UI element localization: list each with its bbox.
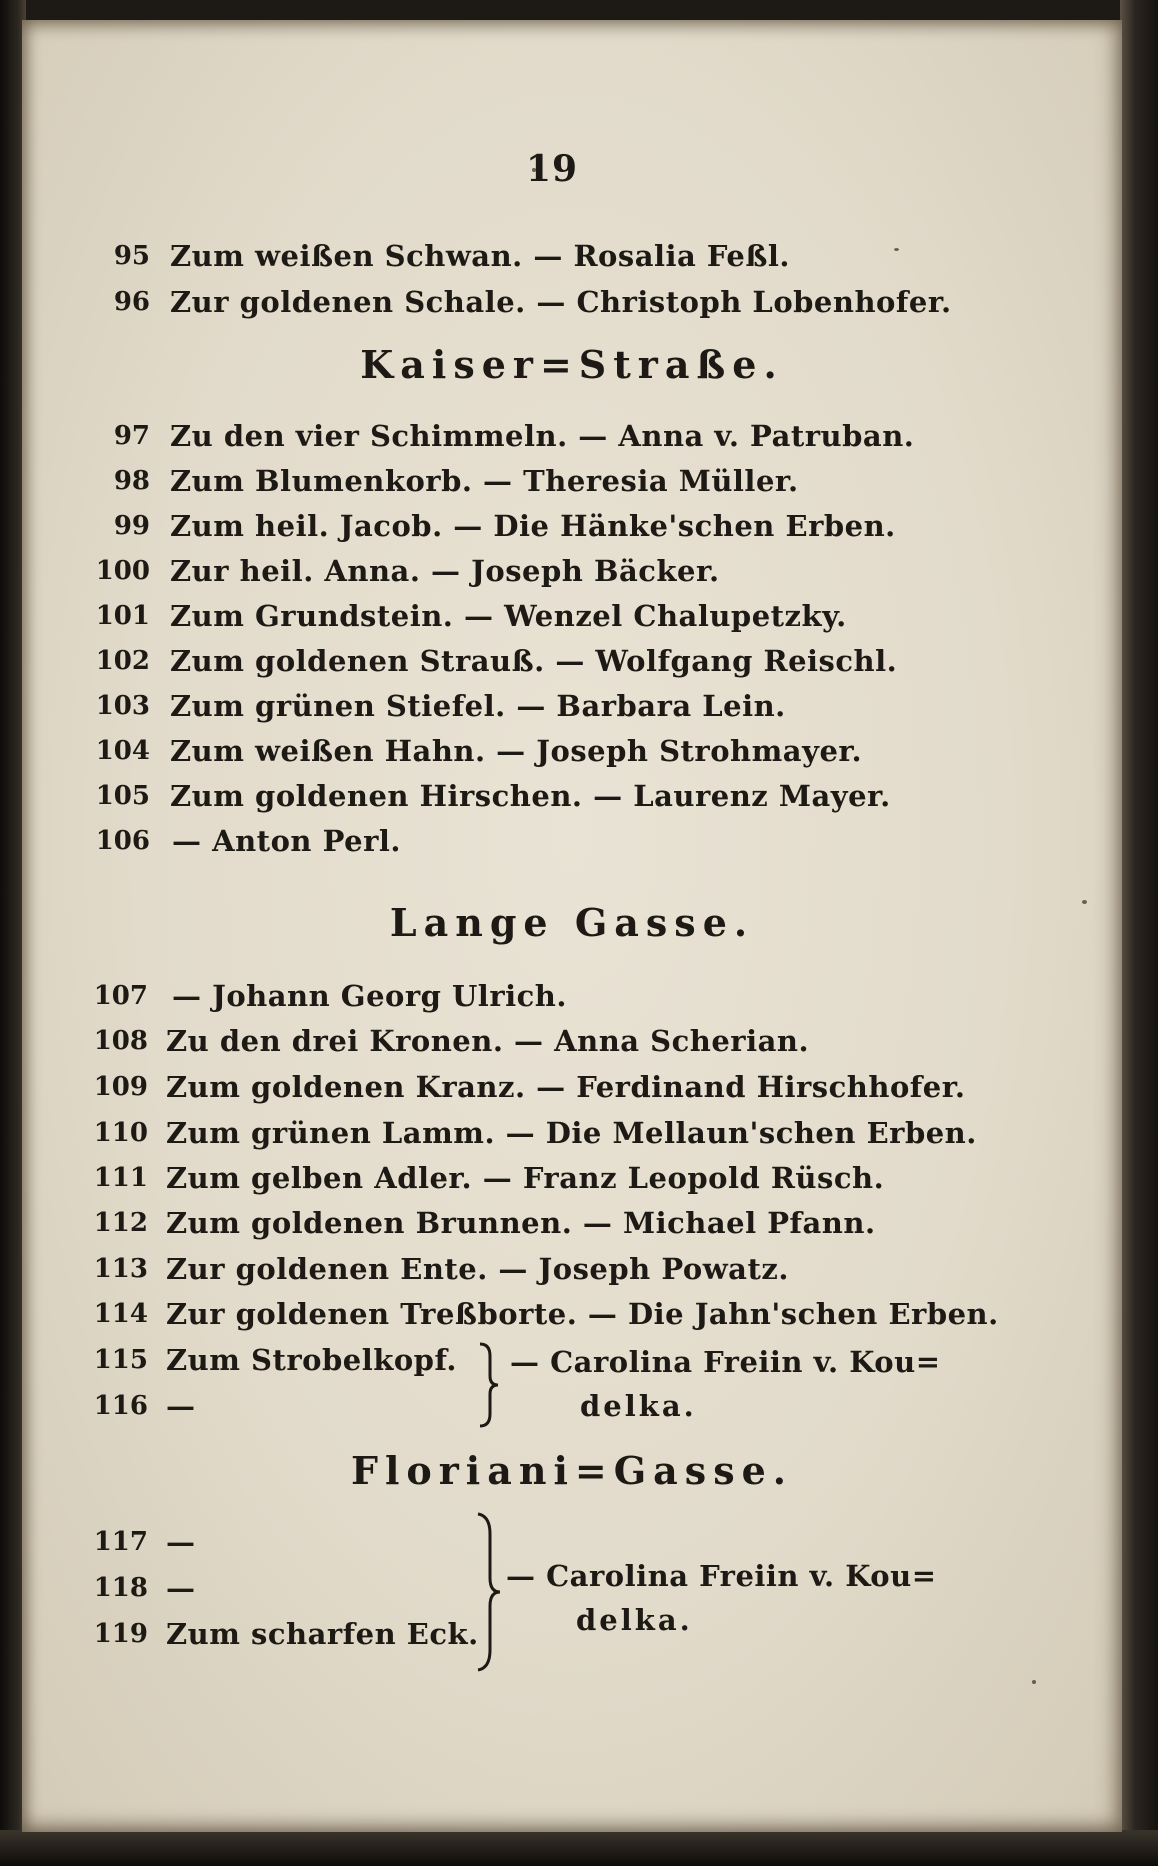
list-item	[22, 1203, 1122, 1243]
owner-line: — Carolina Freiin v. Kou=	[510, 1345, 941, 1379]
list-item	[22, 506, 1122, 546]
list-item	[22, 776, 1122, 816]
entry-text: Zum heil. Jacob. — Die Hänke'schen Erben.	[170, 509, 896, 543]
list-item	[22, 1158, 1122, 1198]
section-heading: Kaiser=Straße.	[360, 342, 784, 387]
house-number: 104	[95, 736, 150, 766]
list-item	[22, 821, 1122, 861]
entry-text: —	[166, 1525, 196, 1559]
list-item	[22, 641, 1122, 681]
entry-text: — Johann Georg Ulrich.	[172, 979, 567, 1013]
entry-text: Zum Strobelkopf.	[166, 1343, 457, 1377]
group-owner	[510, 1340, 941, 1428]
list-item	[22, 461, 1122, 501]
entry-text: Zu den vier Schimmeln. — Anna v. Patruban.	[170, 419, 915, 453]
list-item	[22, 1067, 1122, 1107]
list-item	[22, 686, 1122, 726]
house-number: 107	[93, 981, 148, 1011]
list-item	[22, 282, 1122, 322]
entry-text: Zum Grundstein. — Wenzel Chalupetzky.	[170, 599, 847, 633]
house-number: 96	[113, 287, 150, 317]
entry-text: Zu den drei Kronen. — Anna Scherian.	[166, 1024, 810, 1058]
entry-text: Zur heil. Anna. — Joseph Bäcker.	[170, 554, 720, 588]
section-heading: Floriani=Gasse.	[350, 1448, 793, 1493]
house-number: 101	[95, 601, 150, 631]
section-heading: Lange Gasse.	[389, 900, 755, 945]
entry-text: Zur goldenen Ente. — Joseph Powatz.	[166, 1252, 789, 1286]
list-item	[22, 416, 1122, 456]
house-number: 95	[113, 241, 150, 271]
page-number: 19	[525, 148, 579, 190]
house-number: 113	[93, 1254, 148, 1284]
list-item	[22, 1294, 1122, 1334]
grouping-brace	[474, 1512, 504, 1672]
house-number: 109	[93, 1072, 148, 1102]
house-number: 117	[93, 1527, 148, 1557]
house-number: 97	[113, 421, 150, 451]
list-item	[22, 1113, 1122, 1153]
paper-speck	[1032, 1680, 1036, 1684]
list-item	[22, 1249, 1122, 1289]
owner-line: — Carolina Freiin v. Kou=	[506, 1559, 937, 1593]
house-number: 102	[95, 646, 150, 676]
house-number: 116	[93, 1391, 148, 1421]
entry-text: Zum goldenen Brunnen. — Michael Pfann.	[166, 1206, 876, 1240]
owner-line-continued: delka.	[580, 1389, 697, 1423]
entry-text: Zum weißen Hahn. — Joseph Strohmayer.	[170, 734, 863, 768]
house-number: 112	[93, 1208, 148, 1238]
house-number: 111	[93, 1163, 148, 1193]
grouping-brace	[476, 1342, 502, 1428]
house-number: 106	[95, 826, 150, 856]
list-item	[22, 731, 1122, 771]
house-number: 110	[93, 1118, 148, 1148]
house-number: 119	[93, 1619, 148, 1649]
book-bottom-edge	[0, 1830, 1158, 1866]
house-number: 115	[93, 1345, 148, 1375]
entry-text: Zum scharfen Eck.	[166, 1617, 479, 1651]
house-number: 103	[95, 691, 150, 721]
entry-text: —	[166, 1389, 196, 1423]
house-number: 99	[113, 511, 150, 541]
entry-text: Zum goldenen Hirschen. — Laurenz Mayer.	[170, 779, 891, 813]
house-number: 108	[93, 1026, 148, 1056]
house-number: 105	[95, 781, 150, 811]
entry-text: Zum goldenen Strauß. — Wolfgang Reischl.	[170, 644, 898, 678]
list-item	[22, 551, 1122, 591]
group-owner	[506, 1554, 937, 1642]
entry-text: Zum Blumenkorb. — Theresia Müller.	[170, 464, 799, 498]
entry-text: Zum goldenen Kranz. — Ferdinand Hirschhofer.	[166, 1070, 966, 1104]
book-page	[22, 20, 1122, 1832]
house-number: 118	[93, 1573, 148, 1603]
entry-text: — Anton Perl.	[172, 824, 401, 858]
entry-text: Zum grünen Lamm. — Die Mellaun'schen Erben.	[166, 1116, 977, 1150]
list-item	[22, 236, 1122, 276]
entry-text: Zur goldenen Schale. — Christoph Lobenhofer.	[170, 285, 952, 319]
house-number: 114	[93, 1299, 148, 1329]
entry-text: Zum weißen Schwan. — Rosalia Feßl.	[170, 239, 791, 273]
list-item	[22, 1021, 1122, 1061]
owner-line-continued: delka.	[576, 1603, 693, 1637]
page-stack-edge	[1120, 0, 1158, 1866]
house-number: 98	[113, 466, 150, 496]
entry-text: Zur goldenen Treßborte. — Die Jahn'schen Erben.	[166, 1297, 999, 1331]
list-item	[22, 976, 1122, 1016]
entry-text: Zum grünen Stiefel. — Barbara Lein.	[170, 689, 786, 723]
entry-text: —	[166, 1571, 196, 1605]
list-item	[22, 596, 1122, 636]
entry-text: Zum gelben Adler. — Franz Leopold Rüsch.	[166, 1161, 885, 1195]
house-number: 100	[95, 556, 150, 586]
